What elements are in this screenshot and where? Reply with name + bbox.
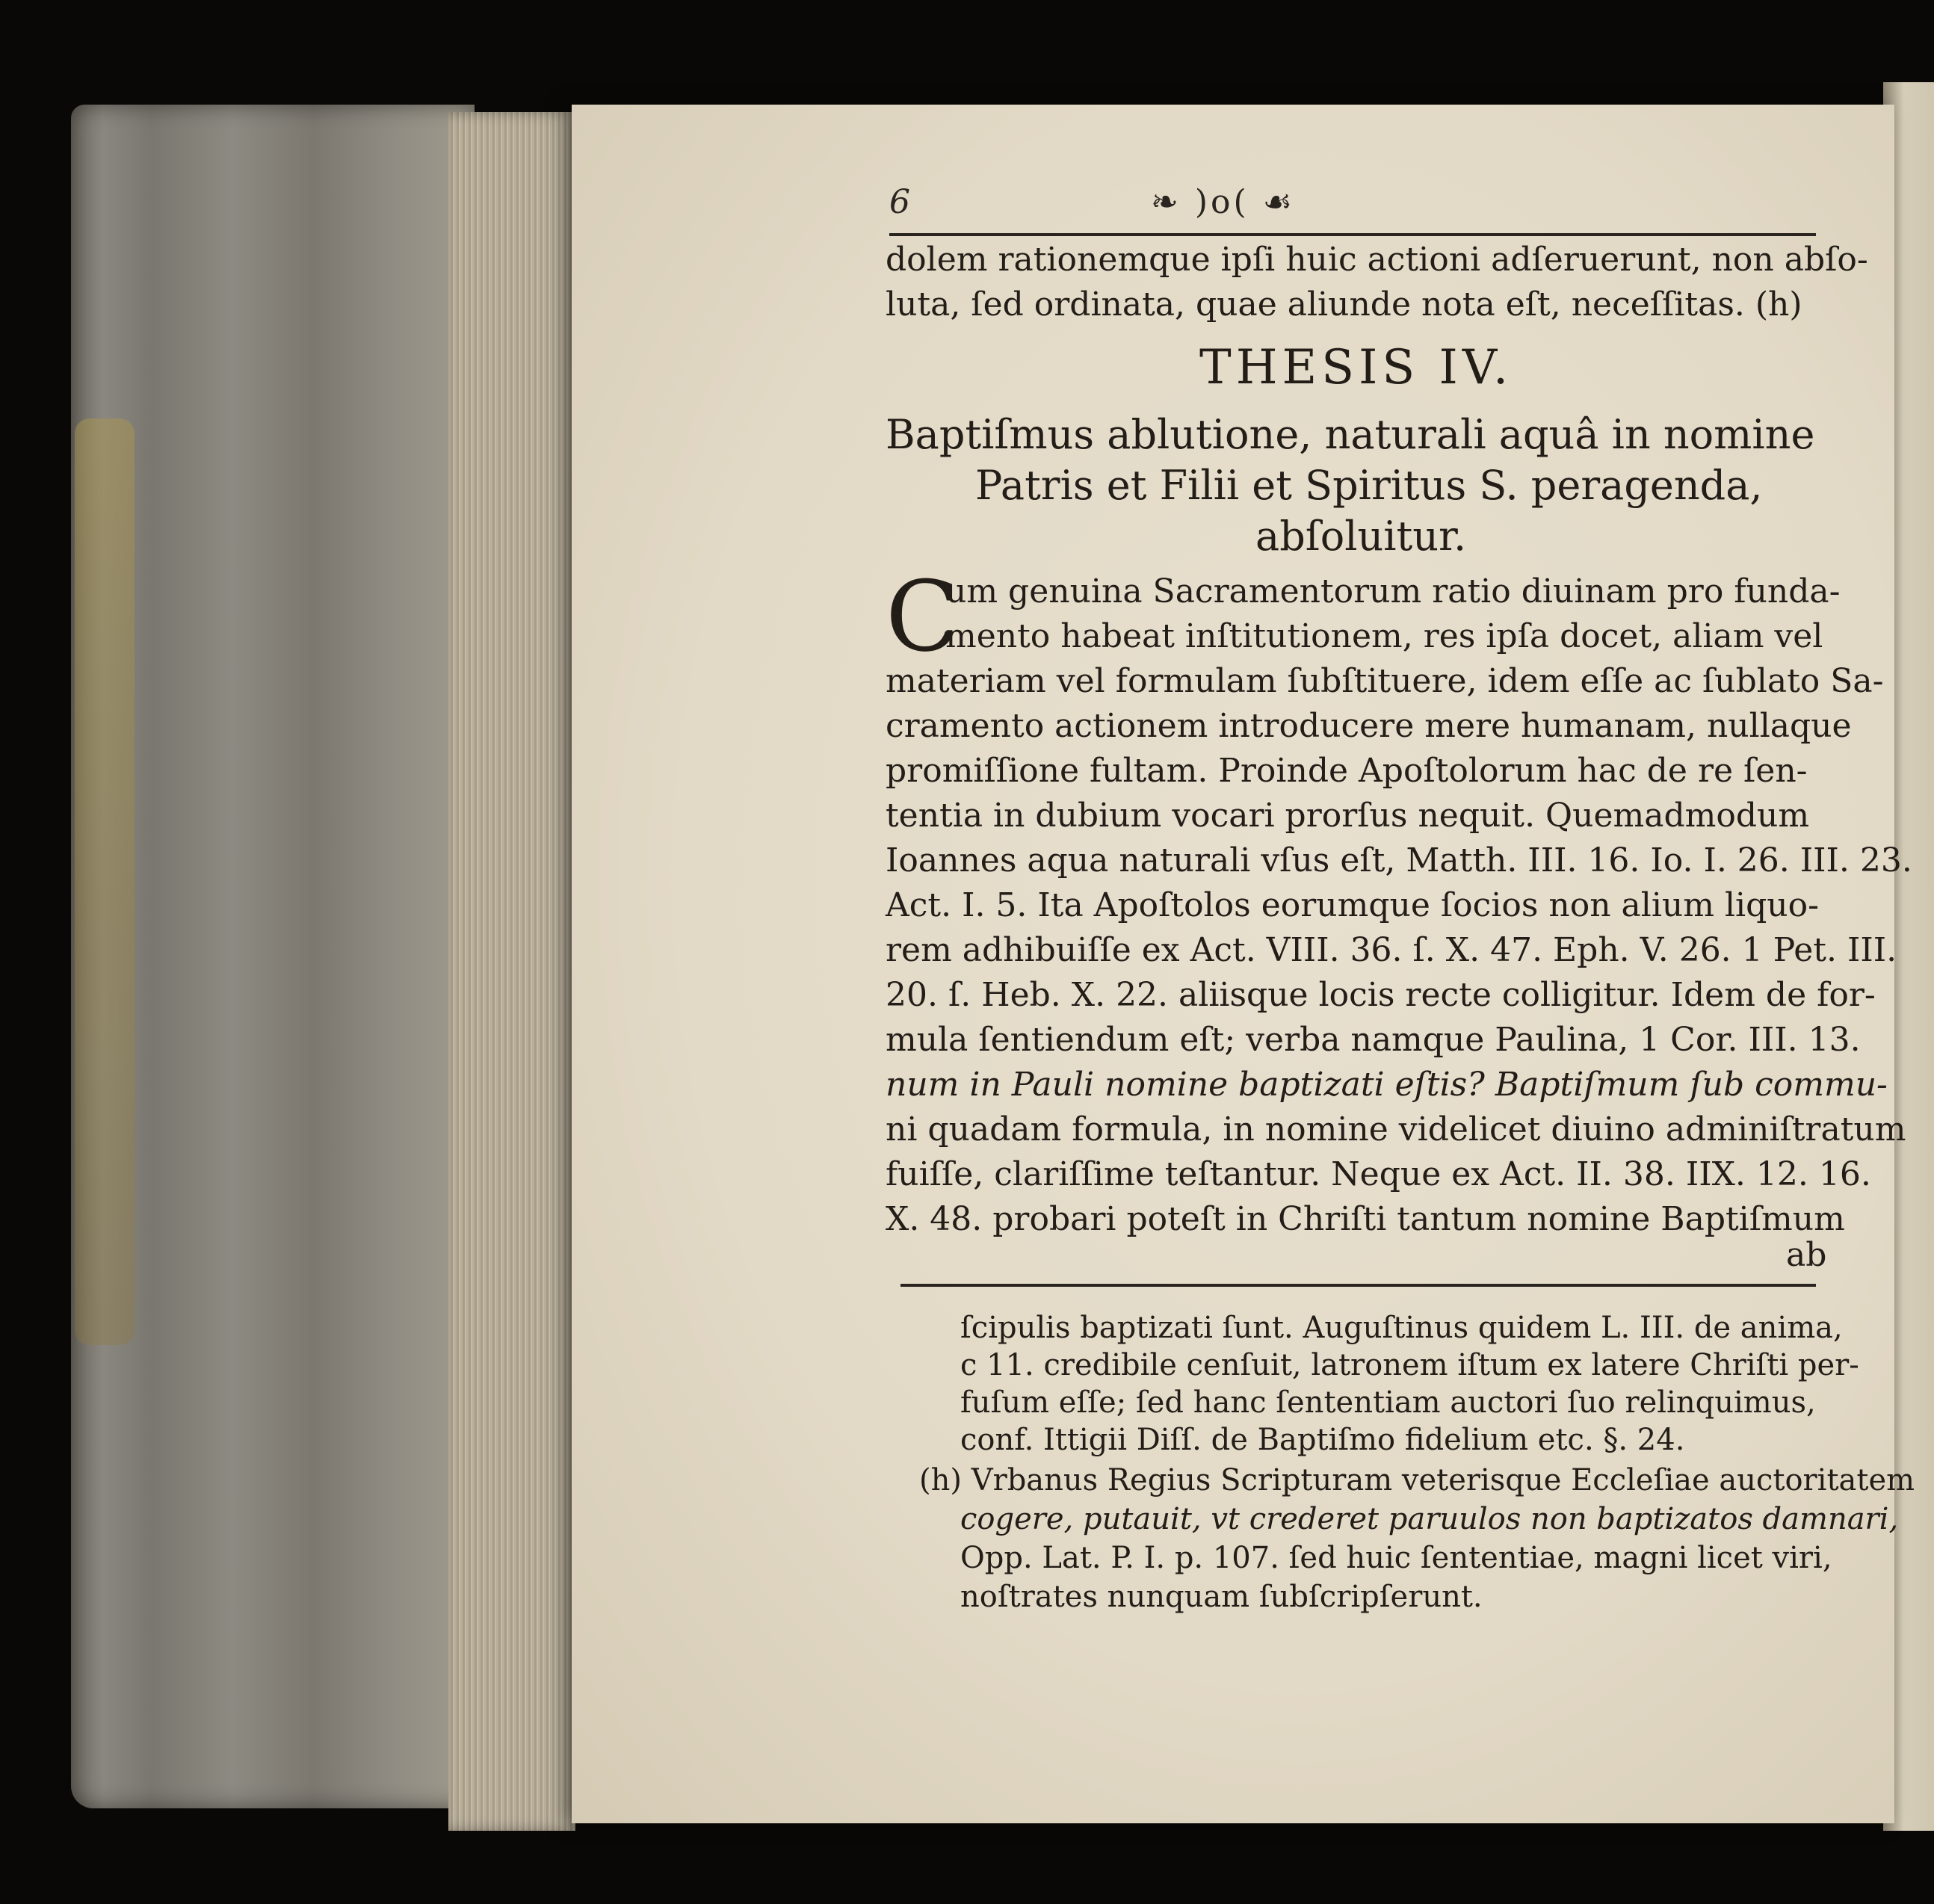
body-line: um genuina Sacramentorum ratio diuinam pro funda- xyxy=(945,572,1841,611)
edge-stain xyxy=(75,418,135,1345)
footnote-line: ſcipulis baptizati ſunt. Auguſtinus quidem L. III. de anima, xyxy=(960,1311,1843,1345)
body-line: tentia in dubium vocari prorſus nequit. Quemadmodum xyxy=(886,797,1810,835)
footnote-line: conf. Ittigii Diſſ. de Baptiſmo fidelium etc. §. 24. xyxy=(960,1423,1685,1457)
footnote-line: (h) Vrbanus Regius Scripturam veterisque Eccleſiae auctoritatem xyxy=(919,1463,1915,1497)
body-line: mento habeat inſtitutionem, res ipſa docet, aliam vel xyxy=(945,617,1823,655)
body-line: mula ſentiendum eſt; verba namque Paulina, 1 Cor. III. 13. xyxy=(886,1021,1861,1059)
body-line: Act. I. 5. Ita Apoſtolos eorumque ſocios non alium liquo- xyxy=(886,886,1819,924)
body-line: promiſſione fultam. Proinde Apoſtolorum hac de re ſen- xyxy=(886,752,1808,790)
body-line: cramento actionem introducere mere humanam, nullaque xyxy=(886,707,1852,745)
body-line: Ioannes aqua naturali vſus eſt, Matth. III. 16. Io. I. 26. III. 23. xyxy=(886,841,1912,880)
drop-cap: C xyxy=(886,560,960,673)
body-line: X. 48. probari poteſt in Chriſti tantum nomine Baptiſmum xyxy=(886,1200,1845,1238)
thesis-subtitle-line: Baptiſmus ablutione, naturali aquâ in nomine xyxy=(886,411,1815,458)
page-stack xyxy=(448,112,575,1831)
footnote-line: c 11. credibile cenſuit, latronem iſtum ex latere Chriſti per- xyxy=(960,1348,1859,1382)
header-ornament: ❧ )o( ☙ xyxy=(1151,183,1296,221)
body-line: rem adhibuiſſe ex Act. VIII. 36. ſ. X. 47. Eph. V. 26. 1 Pet. III. xyxy=(886,931,1897,969)
body-line: fuiſſe, clariſſime teſtantur. Neque ex Act. II. 38. IIX. 12. 16. xyxy=(886,1155,1871,1193)
page-number: 6 xyxy=(889,183,910,221)
intro-line: dolem rationemque ipſi huic actioni adſeruerunt, non abſo- xyxy=(886,241,1868,279)
thesis-subtitle-line: abſoluitur. xyxy=(1255,513,1467,560)
footnote-rule xyxy=(900,1284,1816,1287)
body-line: num in Pauli nomine baptizati eſtis? Baptiſmum ſub commu- xyxy=(886,1066,1888,1104)
footnote-line: cogere, putauit, vt crederet paruulos non baptizatos damnari, xyxy=(960,1502,1899,1536)
body-line: ni quadam formula, in nomine videlicet diuino adminiſtratum xyxy=(886,1110,1906,1149)
body-line: materiam vel formulam ſubſtituere, idem eſſe ac ſublato Sa- xyxy=(886,662,1884,700)
footnote-line: noſtrates nunquam ſubſcripſerunt. xyxy=(960,1580,1483,1614)
running-header xyxy=(889,183,1816,228)
thesis-title: THESIS IV. xyxy=(1199,340,1513,395)
footnote-line: fuſum eſſe; ſed hanc ſententiam auctori ſuo relinquimus, xyxy=(960,1385,1816,1420)
thesis-subtitle-line: Patris et Filii et Spiritus S. peragenda, xyxy=(975,462,1763,509)
body-line: 20. ſ. Heb. X. 22. aliisque locis recte colligitur. Idem de for- xyxy=(886,976,1876,1014)
intro-line: luta, ſed ordinata, quae aliunde nota eſt, neceſſitas. (h) xyxy=(886,285,1802,324)
header-rule xyxy=(889,233,1816,236)
catchword: ab xyxy=(1786,1236,1827,1274)
footnote-line: Opp. Lat. P. I. p. 107. ſed huic ſententiae, magni licet viri, xyxy=(960,1541,1832,1575)
